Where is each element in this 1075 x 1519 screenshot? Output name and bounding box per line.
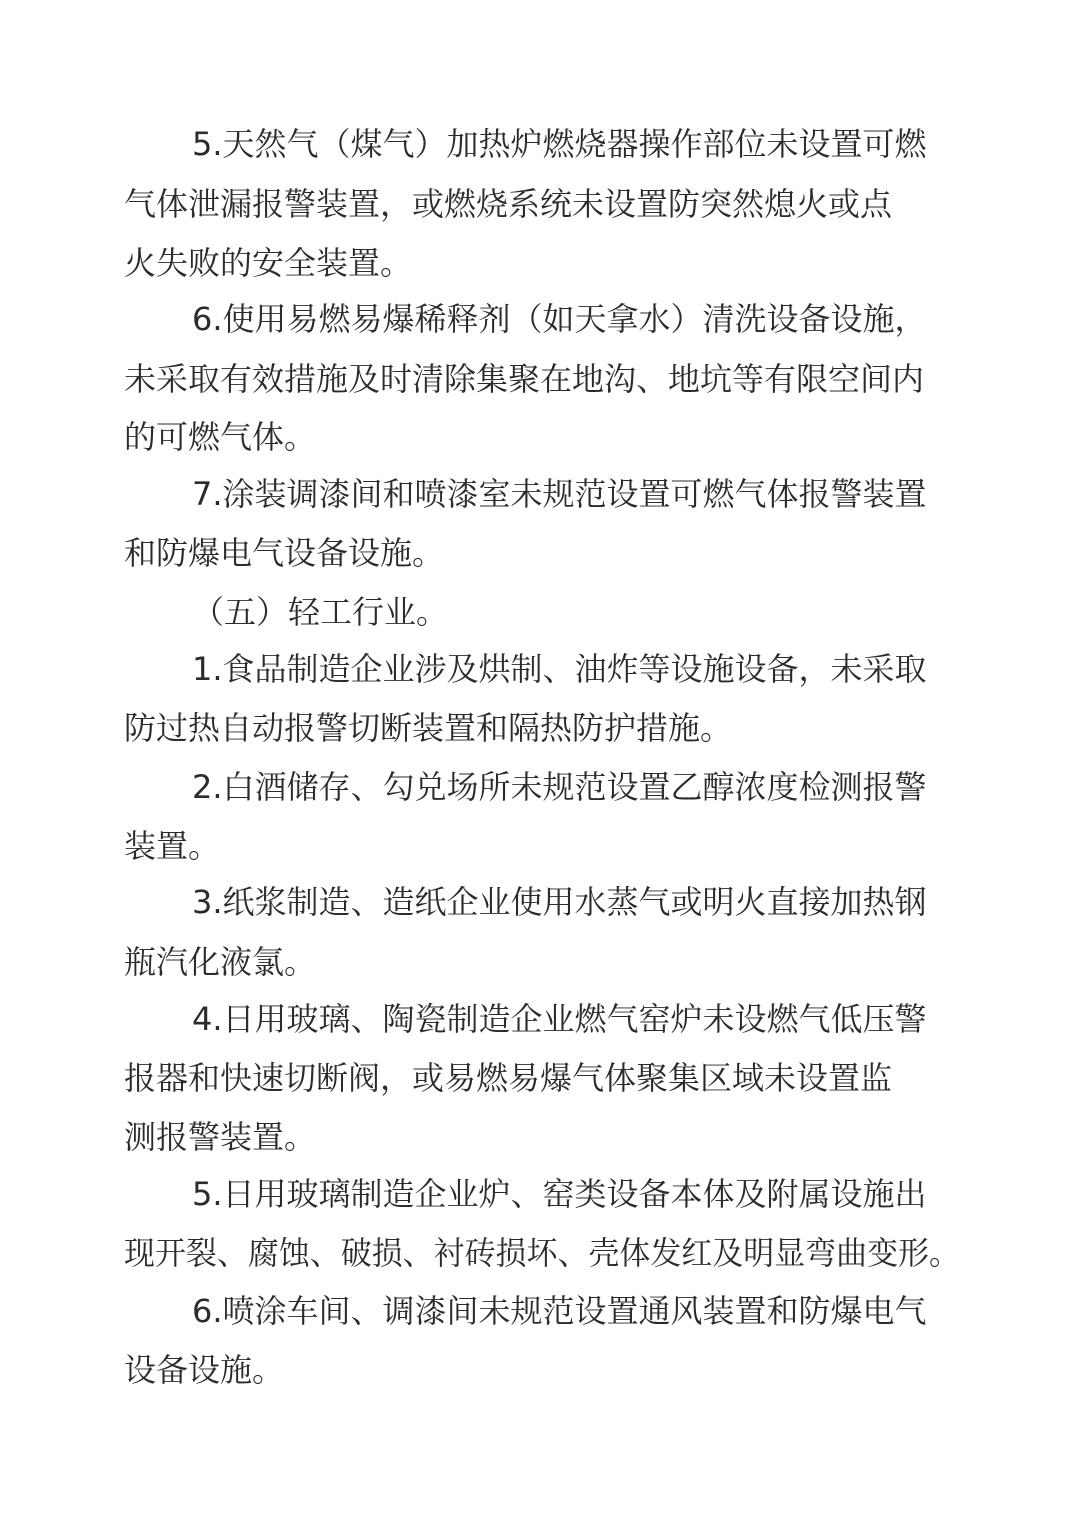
paragraph-line: 3.纸浆制造、造纸企业使用水蒸气或明火直接加热钢 xyxy=(192,883,927,921)
paragraph-line: 1.食品制造企业涉及烘制、油炸等设施设备，未采取 xyxy=(192,650,927,688)
paragraph-line: 和防爆电气设备设施。 xyxy=(124,534,445,572)
paragraph-line: 的可燃气体。 xyxy=(124,418,317,456)
paragraph-line: 未采取有效措施及时清除集聚在地沟、地坑等有限空间内 xyxy=(124,360,925,398)
paragraph-line: 5.日用玻璃制造企业炉、窑类设备本体及附属设施出 xyxy=(192,1175,927,1213)
paragraph-line: 装置。 xyxy=(124,827,221,865)
paragraph-line: 5.天然气（煤气）加热炉燃烧器操作部位未设置可燃 xyxy=(192,125,927,163)
paragraph-line: 报器和快速切断阀，或易燃易爆气体聚集区域未设置监 xyxy=(124,1059,893,1097)
paragraph-line: 4.日用玻璃、陶瓷制造企业燃气窑炉未设燃气低压警 xyxy=(192,1000,927,1038)
paragraph-line: 2.白酒储存、勾兑场所未规范设置乙醇浓度检测报警 xyxy=(192,768,927,806)
paragraph-line: 7.涂装调漆间和喷漆室未规范设置可燃气体报警装置 xyxy=(192,475,927,513)
paragraph-line: 气体泄漏报警装置，或燃烧系统未设置防突然熄火或点 xyxy=(124,185,893,223)
paragraph-line: 现开裂、腐蚀、破损、衬砖损坏、壳体发红及明显弯曲变形。 xyxy=(124,1234,961,1272)
paragraph-line: 火失败的安全装置。 xyxy=(124,244,413,282)
section-heading: （五）轻工行业。 xyxy=(192,593,449,631)
paragraph-line: 防过热自动报警切断装置和隔热防护措施。 xyxy=(124,709,733,747)
paragraph-line: 6.使用易燃易爆稀释剂（如天拿水）清洗设备设施， xyxy=(192,300,927,338)
paragraph-line: 测报警装置。 xyxy=(124,1118,317,1156)
paragraph-line: 瓶汽化液氯。 xyxy=(124,943,317,981)
paragraph-line: 设备设施。 xyxy=(124,1351,285,1389)
paragraph-line: 6.喷涂车间、调漆间未规范设置通风装置和防爆电气 xyxy=(192,1292,927,1330)
